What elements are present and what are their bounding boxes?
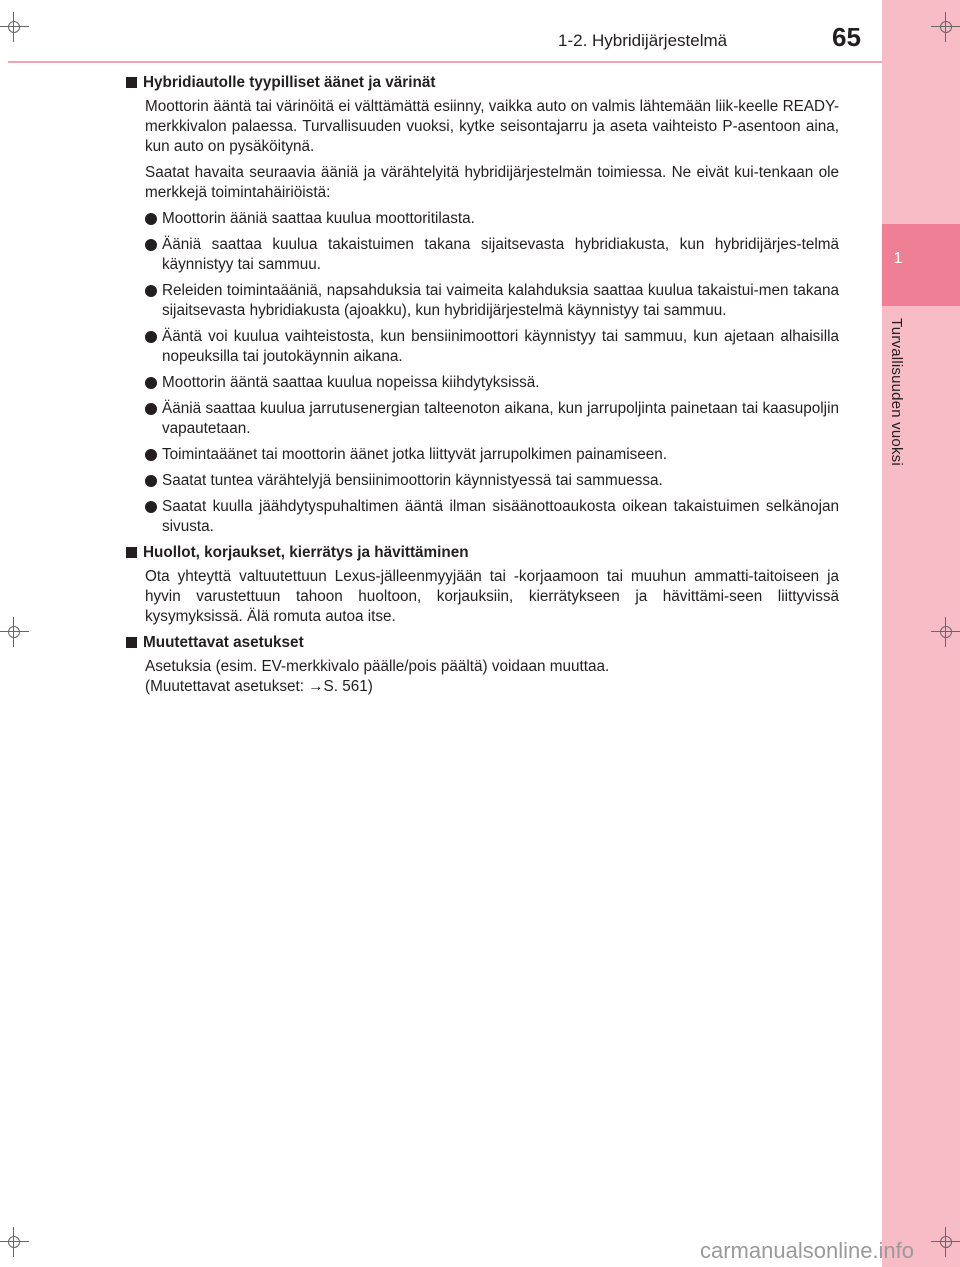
bullet-dot-icon [145,501,157,513]
section-sounds [127,73,839,537]
section-heading: Muutettavat asetukset [127,633,839,653]
bullet-dot-icon [145,377,157,389]
paragraph: Saatat havaita seuraavia ääniä ja värähtelyitä hybridijärjestelmän toimiessa. Ne eivät kui-tenkaan ole merkkejä toimintahäiriöistä: [145,164,839,201]
page-number: 65 [832,22,861,52]
watermark: carmanualsonline.info [700,1238,915,1263]
paragraph: Ota yhteyttä valtuutettuun Lexus-jälleenmyyjään tai -korjaamoon tai muuhun ammatti-taitoiseen ja hyvin varustettuun tahoon huoltoon, korjauksiin, kierrätykseen ja hävittämi-seen liittyvissä kysymyksissä. Älä romuta autoa itse. [145,568,839,625]
list-item: Releiden toimintaääniä, napsahduksia tai vaimeita kalahduksia saattaa kuulua takaistui-men takana sijaitsevasta hybridiakusta (ajoakku), kun hybridijärjestelmä käynnistyy tai sammuu. [145,281,839,321]
chapter-number: 1 [893,250,903,267]
list-item: Ääniä saattaa kuulua takaistuimen takana sijaitsevasta hybridiakusta, kun hybridijärjes-telmä käynnistyy tai sammuu. [145,235,839,275]
list-item: Ääntä voi kuulua vaihteistosta, kun bensiinimoottori käynnistyy tai sammuu, kun ajetaan alhaisilla nopeuksilla tai joutokäynnin aikana. [145,327,839,367]
crop-mark-icon [931,617,960,647]
crop-mark-icon [0,617,29,647]
bullet-dot-icon [145,239,157,251]
crop-mark-icon [931,1227,960,1257]
list-item: Saatat kuulla jäähdytyspuhaltimen ääntä ilman sisäänottoaukosta oikean takaistuimen selkänojan sivusta. [145,497,839,537]
list-item: Saatat tuntea värähtelyjä bensiinimoottorin käynnistyessä tai sammuessa. [145,471,839,491]
square-bullet-icon [126,77,137,88]
bullet-dot-icon [145,403,157,415]
list-item: Moottorin ääntä saattaa kuulua nopeissa kiihdytyksissä. [145,373,839,393]
crop-mark-icon [931,12,960,42]
bullet-dot-icon [145,285,157,297]
section-heading: Huollot, korjaukset, kierrätys ja hävittäminen [127,543,839,563]
paragraph: Asetuksia (esim. EV-merkkivalo päälle/pois päältä) voidaan muuttaa. [145,658,610,675]
square-bullet-icon [126,547,137,558]
running-header: 1-2. Hybridijärjestelmä [558,31,728,50]
section-customization [127,633,839,697]
header-rule [8,61,882,63]
list-item: Toimintaäänet tai moottorin äänet jotka liittyvät jarrupolkimen painamiseen. [145,445,839,465]
paragraph: Moottorin ääntä tai värinöitä ei välttämättä esiinny, vaikka auto on valmis lähtemään liik-keelle READY-merkkivalon palaessa. Turvallisuuden vuoksi, kytke seisontajarru ja aseta vaihteisto P-asentoon aina, kun auto on pysäköitynä. [145,98,839,155]
page-reference-link[interactable]: (Muutettavat asetukset: →S. 561) [145,678,373,695]
section-maintenance [127,543,839,627]
crop-mark-icon [0,1227,29,1257]
section-heading: Hybridiautolle tyypilliset äänet ja värinät [127,73,839,93]
bullet-dot-icon [145,213,157,225]
bullet-dot-icon [145,331,157,343]
bullet-dot-icon [145,449,157,461]
crop-mark-icon [0,12,29,42]
page-content [127,73,839,703]
bullet-dot-icon [145,475,157,487]
chapter-title: Turvallisuuden vuoksi [888,318,905,466]
list-item: Moottorin ääniä saattaa kuulua moottoritilasta. [145,209,839,229]
square-bullet-icon [126,637,137,648]
list-item: Ääniä saattaa kuulua jarrutusenergian talteenoton aikana, kun jarrupoljinta painetaan tai kaasupoljin vapautetaan. [145,399,839,439]
bullet-list [145,209,839,537]
